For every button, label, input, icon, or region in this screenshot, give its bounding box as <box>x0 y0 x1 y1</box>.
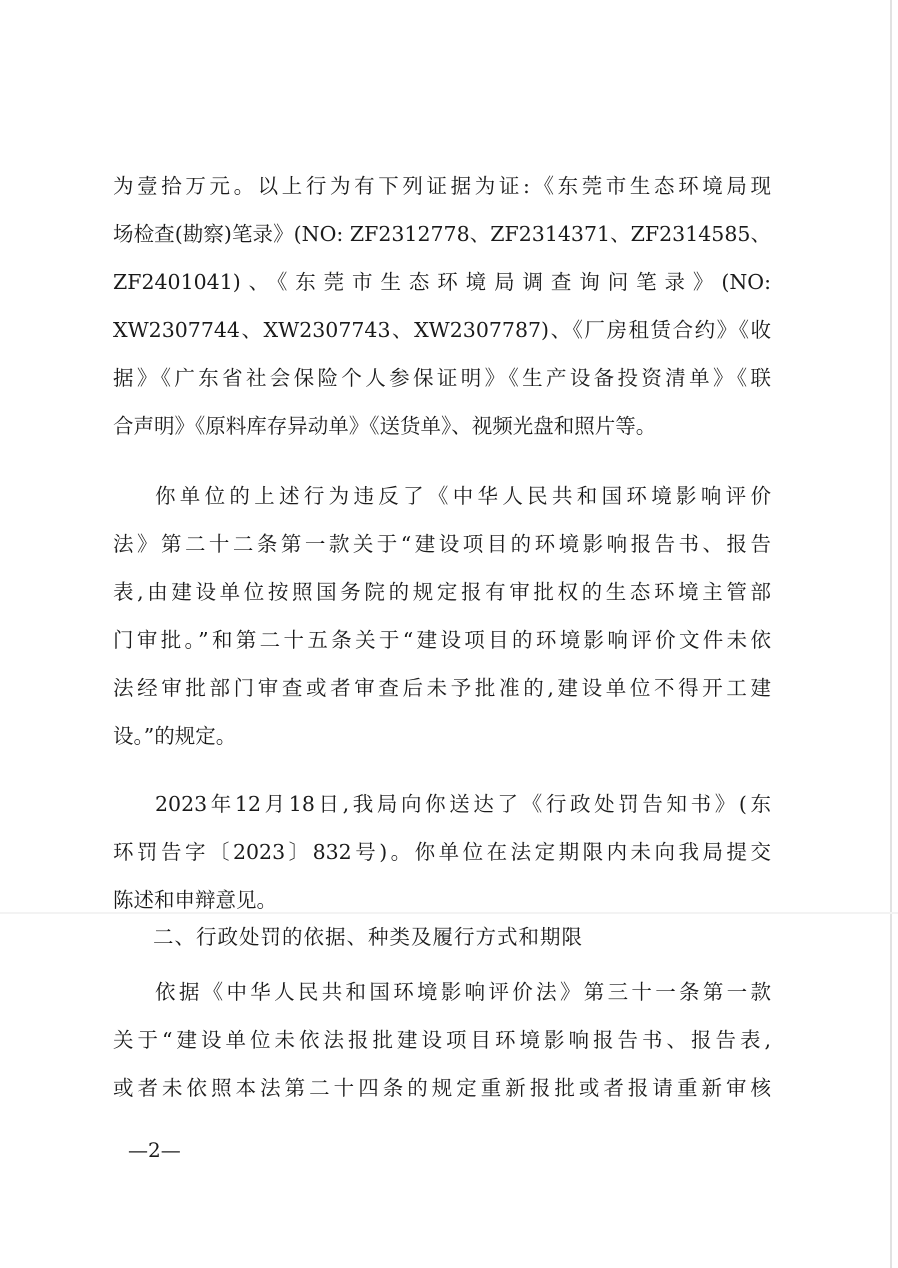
text-line: ZF2401041)、《东莞市生态环境局调查询问笔录》(NO: <box>113 270 771 294</box>
text-line: 为壹拾万元。以上行为有下列证据为证:《东莞市生态环境局现 <box>113 174 771 198</box>
text-line: 陈述和申辩意见。 <box>113 888 277 912</box>
text-line: 表,由建设单位按照国务院的规定报有审批权的生态环境主管部 <box>113 580 771 604</box>
paragraph-violation <box>113 472 771 760</box>
text-line: XW2307744、XW2307743、XW2307787)、《厂房租赁合约》《收 <box>113 318 771 342</box>
text-line: 据》《广东省社会保险个人参保证明》《生产设备投资清单》《联 <box>113 366 771 390</box>
text-line: 环罚告字〔2023〕832号)。你单位在法定期限内未向我局提交 <box>113 840 771 864</box>
text-line: 设。”的规定。 <box>113 724 237 748</box>
text-line: 合声明》《原料库存异动单》《送货单》、视频光盘和照片等。 <box>113 414 657 438</box>
text-line: 门审批。”和第二十五条关于“建设项目的环境影响评价文件未依 <box>113 628 771 652</box>
text-line: 或者未依照本法第二十四条的规定重新报批或者报请重新审核 <box>113 1076 771 1100</box>
paragraph-basis <box>113 968 771 1112</box>
section-heading: 二、行政处罚的依据、种类及履行方式和期限 <box>153 925 583 949</box>
text-line: 关于“建设单位未依法报批建设项目环境影响报告书、报告表, <box>113 1028 771 1052</box>
paragraph-evidence <box>113 162 771 450</box>
scan-edge <box>890 0 892 1268</box>
text-line: 法》第二十二条第一款关于“建设项目的环境影响报告书、报告 <box>113 532 771 556</box>
text-line: 依据《中华人民共和国环境影响评价法》第三十一条第一款 <box>155 980 771 1004</box>
text-line: 你单位的上述行为违反了《中华人民共和国环境影响评价 <box>155 484 771 508</box>
text-line: 2023年12月18日,我局向你送达了《行政处罚告知书》(东 <box>155 792 771 816</box>
text-line: 法经审批部门审查或者审查后未予批准的,建设单位不得开工建 <box>113 676 771 700</box>
text-line: 场检查(勘察)笔录》(NO: ZF2312778、ZF2314371、ZF2314585、 <box>113 222 771 246</box>
page-number: —2— <box>128 1138 181 1162</box>
paragraph-notice <box>113 780 771 924</box>
